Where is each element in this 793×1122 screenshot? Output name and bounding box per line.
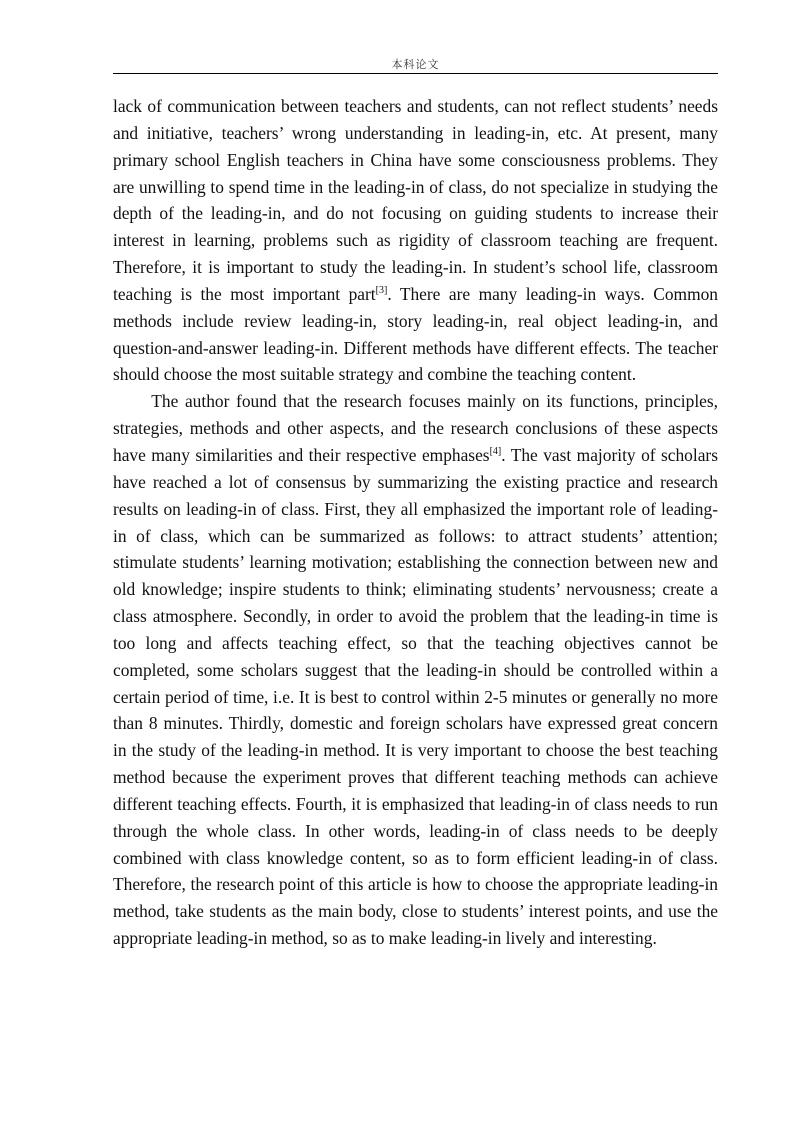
paragraph-2-text-a: The author found that the research focuses mainly on its functions, principles, strategies, methods and other aspects, and the research conclusions of these aspects have many similarities and their respective emphases bbox=[113, 391, 718, 465]
paragraph-1-text-a: lack of communication between teachers and students, can not reflect students’ needs and initiative, teachers’ wrong understanding in leading-in, etc. At present, many primary school English teachers in China have some consciousness problems. They are unwilling to spend time in the leading-in of class, do not specialize in studying the depth of the leading-in, and do not focusing on guiding students to increase their interest in learning, problems such as rigidity of classroom teaching are frequent. Therefore, it is important to study the leading-in. In student’s school life, classroom teaching is the most important part bbox=[113, 96, 718, 304]
citation-4: [4] bbox=[489, 445, 502, 457]
paragraph-1 bbox=[113, 93, 718, 388]
paragraph-2-text-b: . The vast majority of scholars have reached a lot of consensus by summarizing the existing practice and research results on leading-in of class. First, they all emphasized the important role of leading-in of class, which can be summarized as follows: to attract students’ attention; stimulate students’ learning motivation; establishing the connection between new and old knowledge; inspire students to think; eliminating students’ nervousness; create a class atmosphere. Secondly, in order to avoid the problem that the leading-in time is too long and affects teaching effect, so that the teaching objectives cannot be completed, some scholars suggest that the leading-in should be controlled within a certain period of time, i.e. It is best to control within 2-5 minutes or generally no more than 8 minutes. Thirdly, domestic and foreign scholars have expressed great concern in the study of the leading-in method. It is very important to choose the best teaching method because the experiment proves that different teaching methods can achieve different teaching effects. Fourth, it is emphasized that leading-in of class needs to run through the whole class. In other words, leading-in of class needs to be deeply combined with class knowledge content, so as to form efficient leading-in of class. Therefore, the research point of this article is how to choose the appropriate leading-in method, take students as the main body, close to students’ interest points, and use the appropriate leading-in method, so as to make leading-in lively and interesting. bbox=[113, 444, 718, 949]
citation-3: [3] bbox=[375, 284, 388, 296]
header-rule bbox=[113, 73, 718, 74]
body-text bbox=[113, 93, 718, 952]
paragraph-2 bbox=[113, 388, 718, 952]
page-header: 本科论文 bbox=[391, 58, 440, 71]
paragraph-1-text-b: . There are many leading-in ways. Common methods include review leading-in, story leading-in, real object leading-in, and question-and-answer leading-in. Different methods have different effects. The teacher should choose the most suitable strategy and combine the teaching content. bbox=[113, 283, 718, 385]
